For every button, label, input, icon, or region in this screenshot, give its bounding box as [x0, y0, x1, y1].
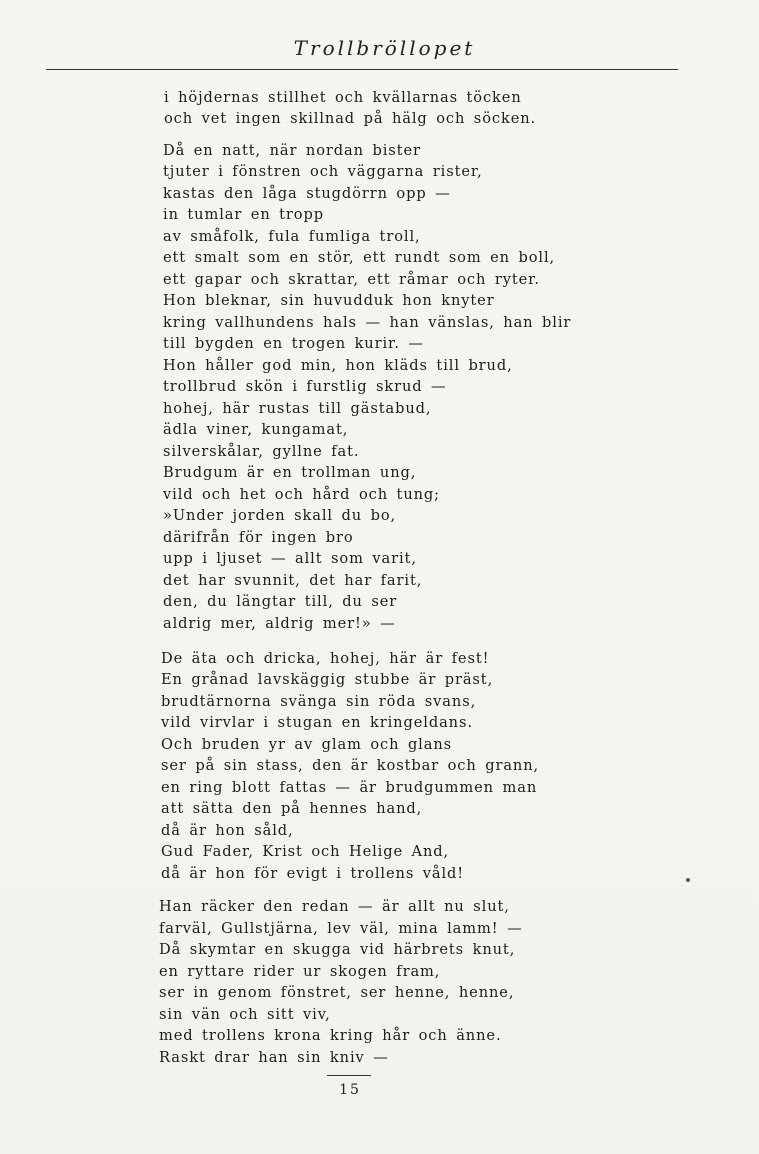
poem-line: silverskålar, gyllne fat. — [163, 443, 360, 460]
poem-line: sin vän och sitt viv, — [159, 1006, 331, 1023]
poem-line: en ring blott fattas — är brudgummen man — [161, 779, 538, 796]
running-header — [0, 36, 759, 60]
poem-line: farväl, Gullstjärna, lev väl, mina lamm! — — [159, 920, 523, 937]
header-divider — [46, 69, 678, 70]
poem-line: att sätta den på hennes hand, — [161, 800, 423, 817]
poem-line: och vet ingen skillnad på hälg och söcken. — [164, 110, 537, 127]
poem-line: »Under jorden skall du bo, — [163, 507, 397, 524]
poem-line: Brudgum är en trollman ung, — [163, 464, 417, 481]
poem-line: då är hon såld, — [161, 822, 294, 839]
poem-line: tjuter i fönstren och väggarna rister, — [163, 163, 483, 180]
poem-line: Då en natt, när nordan bister — [163, 142, 421, 159]
poem-line: Och bruden yr av glam och glans — [161, 736, 453, 753]
poem-line: vild virvlar i stugan en kringeldans. — [161, 714, 473, 731]
poem-line: den, du längtar till, du ser — [163, 593, 398, 610]
poem-line: Då skymtar en skugga vid härbrets knut, — [159, 941, 516, 958]
poem-line: aldrig mer, aldrig mer!» — — [163, 615, 396, 632]
poem-line: kastas den låga stugdörrn opp — — [163, 185, 451, 202]
poem-line: av småfolk, fula fumliga troll, — [163, 228, 421, 245]
poem-line: ädla viner, kungamat, — [163, 421, 349, 438]
poem-line: brudtärnorna svänga sin röda svans, — [161, 693, 477, 710]
poem-line: upp i ljuset — allt som varit, — [163, 550, 417, 567]
poem-line: Hon bleknar, sin huvudduk hon knyter — [163, 292, 495, 309]
poem-line: En grånad lavskäggig stubbe är präst, — [161, 671, 494, 688]
footer-divider — [327, 1075, 371, 1076]
poem-line: hohej, här rustas till gästabud, — [163, 400, 432, 417]
poem-line: Hon håller god min, hon kläds till brud, — [163, 357, 513, 374]
poem-line: då är hon för evigt i trollens våld! — [161, 865, 465, 882]
poem-line: trollbrud skön i furstlig skrud — — [163, 378, 447, 395]
poem-line: De äta och dricka, hohej, här är fest! — [161, 650, 490, 667]
poem-line: därifrån för ingen bro — [163, 529, 354, 546]
poem-line: ett smalt som en stör, ett rundt som en boll, — [163, 249, 556, 266]
poem-line: kring vallhundens hals — han vänslas, han blir — [163, 314, 572, 331]
page-number: 15 — [339, 1082, 361, 1098]
poem-line: Gud Fader, Krist och Helige And, — [161, 843, 450, 860]
poem-line: Raskt drar han sin kniv — — [159, 1049, 389, 1066]
paper-speck — [686, 878, 690, 882]
poem-line: Han räcker den redan — är allt nu slut, — [159, 898, 510, 915]
page-title: Trollbröllopet — [293, 36, 476, 60]
poem-line: ser in genom fönstret, ser henne, henne, — [159, 984, 515, 1001]
poem-line: ett gapar och skrattar, ett råmar och ryter. — [163, 271, 540, 288]
poem-line: i höjdernas stillhet och kvällarnas töcken — [164, 89, 522, 106]
poem-line: in tumlar en tropp — [163, 206, 324, 223]
poem-line: det har svunnit, det har farit, — [163, 572, 423, 589]
poem-line: ser på sin stass, den är kostbar och grann, — [161, 757, 540, 774]
poem-line: vild och het och hård och tung; — [163, 486, 440, 503]
poem-line: en ryttare rider ur skogen fram, — [159, 963, 441, 980]
poem-line: med trollens krona kring hår och änne. — [159, 1027, 502, 1044]
poem-line: till bygden en trogen kurir. — — [163, 335, 424, 352]
